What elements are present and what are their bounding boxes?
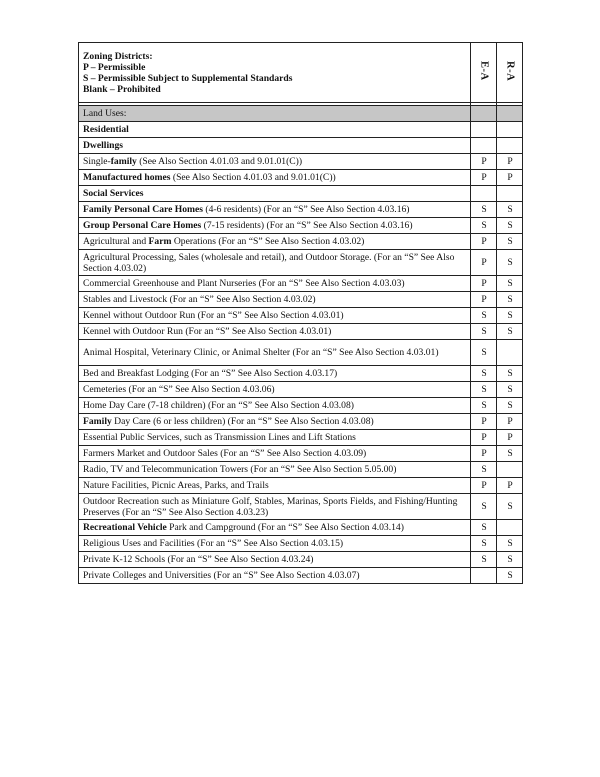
land-use-cell: Commercial Greenhouse and Plant Nurseries (For an “S” See Also Section 4.03.03) (79, 276, 471, 292)
land-use-cell: Farmers Market and Outdoor Sales (For an “S” See Also Section 4.03.09) (79, 446, 471, 462)
land-use-cell: Kennel without Outdoor Run (For an “S” See Also Section 4.03.01) (79, 308, 471, 324)
ra-value: S (497, 324, 523, 340)
land-use-cell: Family Day Care (6 or less children) (For an “S” See Also Section 4.03.08) (79, 414, 471, 430)
ra-value: P (497, 170, 523, 186)
legend-row (79, 43, 523, 103)
table-row (79, 154, 523, 170)
section-social-services-label: Social Services (79, 186, 471, 202)
section-land-uses-label: Land Uses: (79, 106, 471, 122)
ra-value: S (497, 234, 523, 250)
land-use-emphasis: Group Personal Care Homes (83, 220, 202, 231)
ea-value: P (471, 414, 497, 430)
ea-value: S (471, 340, 497, 366)
ra-value: P (497, 154, 523, 170)
land-use-cell: Private Colleges and Universities (For an “S” See Also Section 4.03.07) (79, 568, 471, 584)
ea-value: S (471, 308, 497, 324)
ea-value: P (471, 234, 497, 250)
ea-value: S (471, 494, 497, 520)
ra-value: P (497, 414, 523, 430)
section-dwellings (79, 138, 523, 154)
table-row (79, 276, 523, 292)
table-row (79, 414, 523, 430)
section-residential (79, 122, 523, 138)
ea-value: S (471, 202, 497, 218)
ra-value: S (497, 366, 523, 382)
ea-value: P (471, 292, 497, 308)
land-use-cell: Bed and Breakfast Lodging (For an “S” See Also Section 4.03.17) (79, 366, 471, 382)
land-use-cell: Group Personal Care Homes (7-15 residents) (For an “S” See Also Section 4.03.16) (79, 218, 471, 234)
land-use-cell: Manufactured homes (See Also Section 4.01.03 and 9.01.01(C)) (79, 170, 471, 186)
table-row (79, 430, 523, 446)
table-row (79, 324, 523, 340)
ea-value: P (471, 478, 497, 494)
land-use-cell: Animal Hospital, Veterinary Clinic, or Animal Shelter (For an “S” See Also Section 4.03.01) (79, 340, 471, 366)
ra-value: S (497, 382, 523, 398)
table-row (79, 170, 523, 186)
land-use-cell: Nature Facilities, Picnic Areas, Parks, and Trails (79, 478, 471, 494)
section-dwellings-label: Dwellings (79, 138, 471, 154)
ea-value: P (471, 170, 497, 186)
table-row (79, 218, 523, 234)
table-row (79, 568, 523, 584)
land-use-cell: Recreational Vehicle Park and Campground (For an “S” See Also Section 4.03.14) (79, 520, 471, 536)
land-use-cell: Radio, TV and Telecommunication Towers (For an “S” See Also Section 5.05.00) (79, 462, 471, 478)
table-row (79, 446, 523, 462)
ea-value: S (471, 366, 497, 382)
ra-value: S (497, 292, 523, 308)
ra-value (497, 520, 523, 536)
land-use-cell: Agricultural Processing, Sales (wholesale and retail), and Outdoor Storage. (For an “S” See Also Section 4.03.02) (79, 250, 471, 276)
zoning-table-body (79, 43, 523, 584)
table-row (79, 340, 523, 366)
land-use-cell: Agricultural and Farm Operations (For an “S” See Also Section 4.03.02) (79, 234, 471, 250)
table-row (79, 234, 523, 250)
land-use-cell: Private K-12 Schools (For an “S” See Also Section 4.03.24) (79, 552, 471, 568)
land-use-emphasis: family (110, 156, 137, 167)
ea-value (471, 568, 497, 584)
ra-value: P (497, 430, 523, 446)
table-row (79, 292, 523, 308)
ra-value: S (497, 276, 523, 292)
ra-value: S (497, 398, 523, 414)
table-row (79, 250, 523, 276)
ea-value: S (471, 382, 497, 398)
table-row (79, 308, 523, 324)
table-row (79, 520, 523, 536)
ra-value (497, 340, 523, 366)
zoning-table (78, 42, 523, 584)
ra-value: S (497, 494, 523, 520)
legend-prohibited: Blank – Prohibited (83, 83, 161, 95)
ra-value (497, 462, 523, 478)
land-use-emphasis: Manufactured homes (83, 172, 171, 183)
ea-value: S (471, 536, 497, 552)
column-header-ra-label: R-A (504, 60, 516, 82)
land-use-cell: Stables and Livestock (For an “S” See Also Section 4.03.02) (79, 292, 471, 308)
land-use-cell: Outdoor Recreation such as Miniature Golf, Stables, Marinas, Sports Fields, and Fishing/Hunting Preserves (For an “S” See Also Section 4.03.23) (79, 494, 471, 520)
table-row (79, 494, 523, 520)
table-row (79, 536, 523, 552)
section-residential-label: Residential (79, 122, 471, 138)
ea-value: S (471, 218, 497, 234)
legend-title: Zoning Districts: (83, 50, 153, 62)
ea-value: P (471, 430, 497, 446)
ra-value: S (497, 202, 523, 218)
ea-value: S (471, 324, 497, 340)
ra-value: S (497, 552, 523, 568)
ra-value: S (497, 218, 523, 234)
land-use-emphasis: Family Personal Care Homes (83, 204, 203, 215)
ea-value: S (471, 398, 497, 414)
land-use-emphasis: Family (83, 416, 112, 427)
land-use-cell: Religious Uses and Facilities (For an “S” See Also Section 4.03.15) (79, 536, 471, 552)
ra-value: S (497, 536, 523, 552)
legend-permissible: P – Permissible (83, 61, 146, 73)
land-use-cell: Single-family (See Also Section 4.01.03 and 9.01.01(C)) (79, 154, 471, 170)
land-use-emphasis: Recreational Vehicle (83, 522, 167, 533)
table-row (79, 398, 523, 414)
table-row (79, 382, 523, 398)
land-use-cell: Cemeteries (For an “S” See Also Section 4.03.06) (79, 382, 471, 398)
ea-value: P (471, 276, 497, 292)
legend-cell (79, 43, 471, 103)
table-row (79, 478, 523, 494)
ra-value: S (497, 250, 523, 276)
ea-value: S (471, 552, 497, 568)
column-header-ra (497, 43, 523, 103)
table-row (79, 462, 523, 478)
ea-value: P (471, 446, 497, 462)
ea-value: S (471, 520, 497, 536)
land-use-cell: Kennel with Outdoor Run (For an “S” See Also Section 4.03.01) (79, 324, 471, 340)
ra-value: S (497, 568, 523, 584)
land-use-cell: Family Personal Care Homes (4-6 residents) (For an “S” See Also Section 4.03.16) (79, 202, 471, 218)
ra-value: S (497, 446, 523, 462)
column-header-ea (471, 43, 497, 103)
ra-value: S (497, 308, 523, 324)
ea-value: P (471, 154, 497, 170)
section-social-services (79, 186, 523, 202)
column-header-ea-label: E-A (478, 61, 490, 81)
legend-supplemental: S – Permissible Subject to Supplemental Standards (83, 72, 293, 84)
table-row (79, 366, 523, 382)
ea-value: S (471, 462, 497, 478)
table-row (79, 202, 523, 218)
land-use-emphasis: Farm (148, 236, 172, 247)
ra-value: P (497, 478, 523, 494)
ea-value: P (471, 250, 497, 276)
land-use-cell: Home Day Care (7-18 children) (For an “S” See Also Section 4.03.08) (79, 398, 471, 414)
table-row (79, 552, 523, 568)
section-land-uses (79, 106, 523, 122)
land-use-cell: Essential Public Services, such as Transmission Lines and Lift Stations (79, 430, 471, 446)
